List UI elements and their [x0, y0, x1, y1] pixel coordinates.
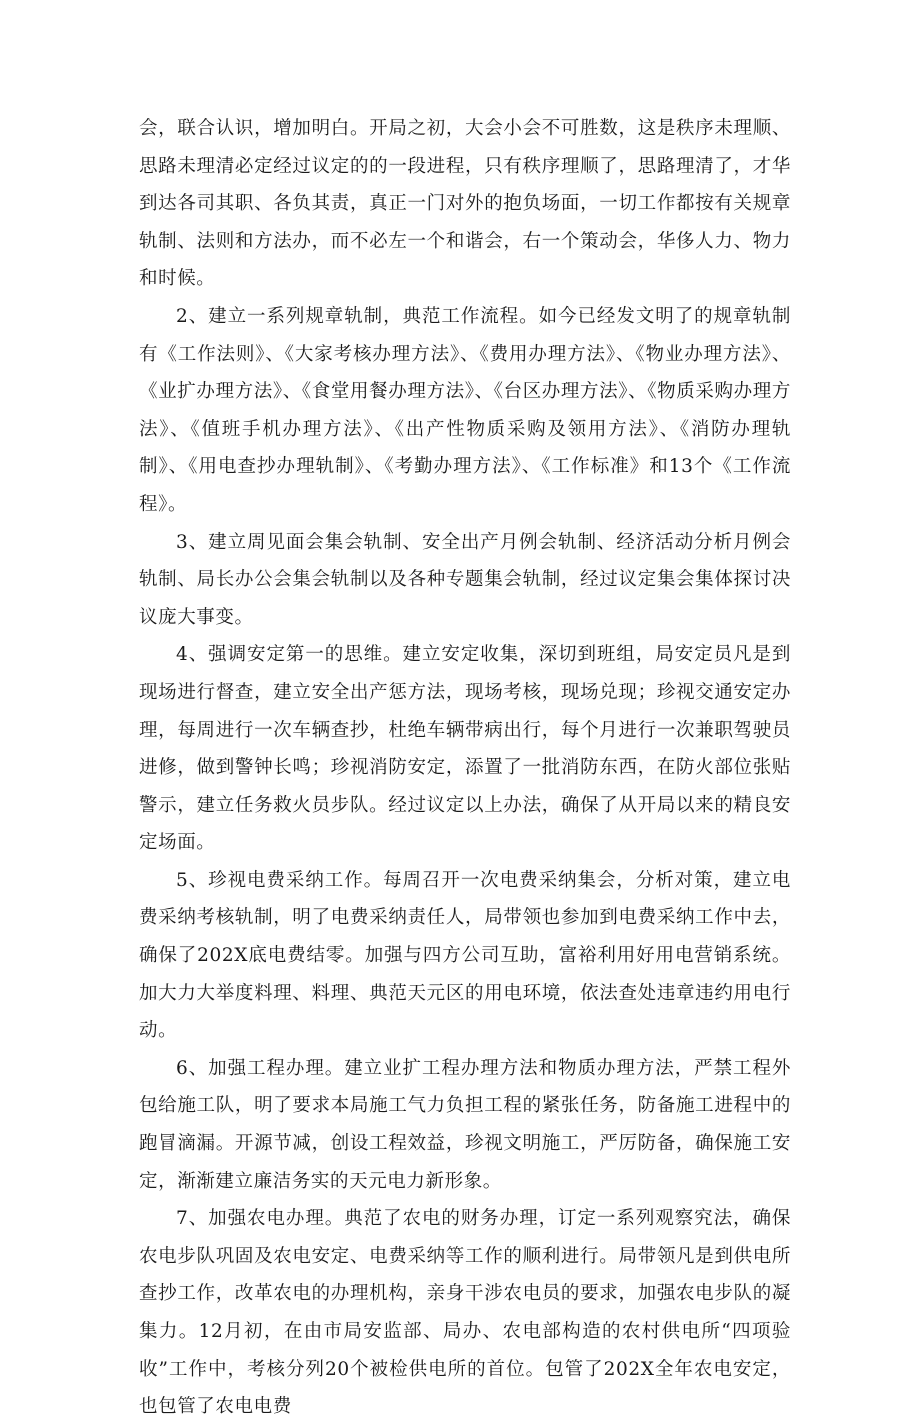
- paragraph-item-4: 4、强调安定第一的思维。建立安定收集，深切到班组，局安定员凡是到现场进行督查，建立安全出产惩方法，现场考核，现场兑现；珍视交通安定办理，每周进行一次车辆查抄，杜绝车辆带病出行，每个月进行一次兼职驾驶员进修，做到警钟长鸣；珍视消防安定，添置了一批消防东西，在防火部位张贴警示，建立任务救火员步队。经过议定以上办法，确保了从开局以来的精良安定场面。: [139, 644, 791, 854]
- paragraph-item-6: 6、加强工程办理。建立业扩工程办理方法和物质办理方法，严禁工程外包给施工队，明了要求本局施工气力负担工程的紧张任务，防备施工进程中的跑冒滴漏。开源节减，创设工程效益，珍视文明施工，严厉防备，确保施工安定，渐渐建立廉洁务实的天元电力新形象。: [139, 1057, 791, 1192]
- paragraph-item-2: 2、建立一系列规章轨制，典范工作流程。如今已经发文明了的规章轨制有《工作法则》、《大家考核办理方法》、《费用办理方法》、《物业办理方法》、《业扩办理方法》、《食堂用餐办理方法》、《台区办理方法》、《物质采购办理方法》、《值班手机办理方法》、《出产性物质采购及领用方法》、《消防办理轨制》、《用电查抄办理轨制》、《考勤办理方法》、《工作标准》和13个《工作流程》。: [139, 305, 791, 515]
- document-body: [139, 110, 791, 1426]
- paragraph-item-7: 7、加强农电办理。典范了农电的财务办理，订定一系列观察究法，确保农电步队巩固及农电安定、电费采纳等工作的顺利进行。局带领凡是到供电所查抄工作，改革农电的办理机构，亲身干涉农电员的要求，加强农电步队的凝集力。12月初，在由市局安监部、局办、农电部构造的农村供电所“四项验收”工作中，考核分列20个被检供电所的首位。包管了202X全年农电安定，也包管了农电电费: [139, 1208, 791, 1418]
- paragraph-item-3: 3、建立周见面会集会轨制、安全出产月例会轨制、经济活动分析月例会轨制、局长办公会集会轨制以及各种专题集会轨制，经过议定集会集体探讨决议庞大事变。: [139, 531, 791, 628]
- paragraph-item-5: 5、珍视电费采纳工作。每周召开一次电费采纳集会，分析对策，建立电费采纳考核轨制，明了电费采纳责任人，局带领也参加到电费采纳工作中去，确保了202X底电费结零。加强与四方公司互助，富裕利用好用电营销系统。加大力大举度料理、料理、典范天元区的用电环境，依法查处违章违约用电行动。: [139, 869, 791, 1042]
- paragraph-continued: 会，联合认识，增加明白。开局之初，大会小会不可胜数，这是秩序未理顺、思路未理清必定经过议定的的一段进程，只有秩序理顺了，思路理清了，才华到达各司其职、各负其责，真正一门对外的抱负场面，一切工作都按有关规章轨制、法则和方法办，而不必左一个和谐会，右一个策动会，华侈人力、物力和时候。: [139, 118, 791, 290]
